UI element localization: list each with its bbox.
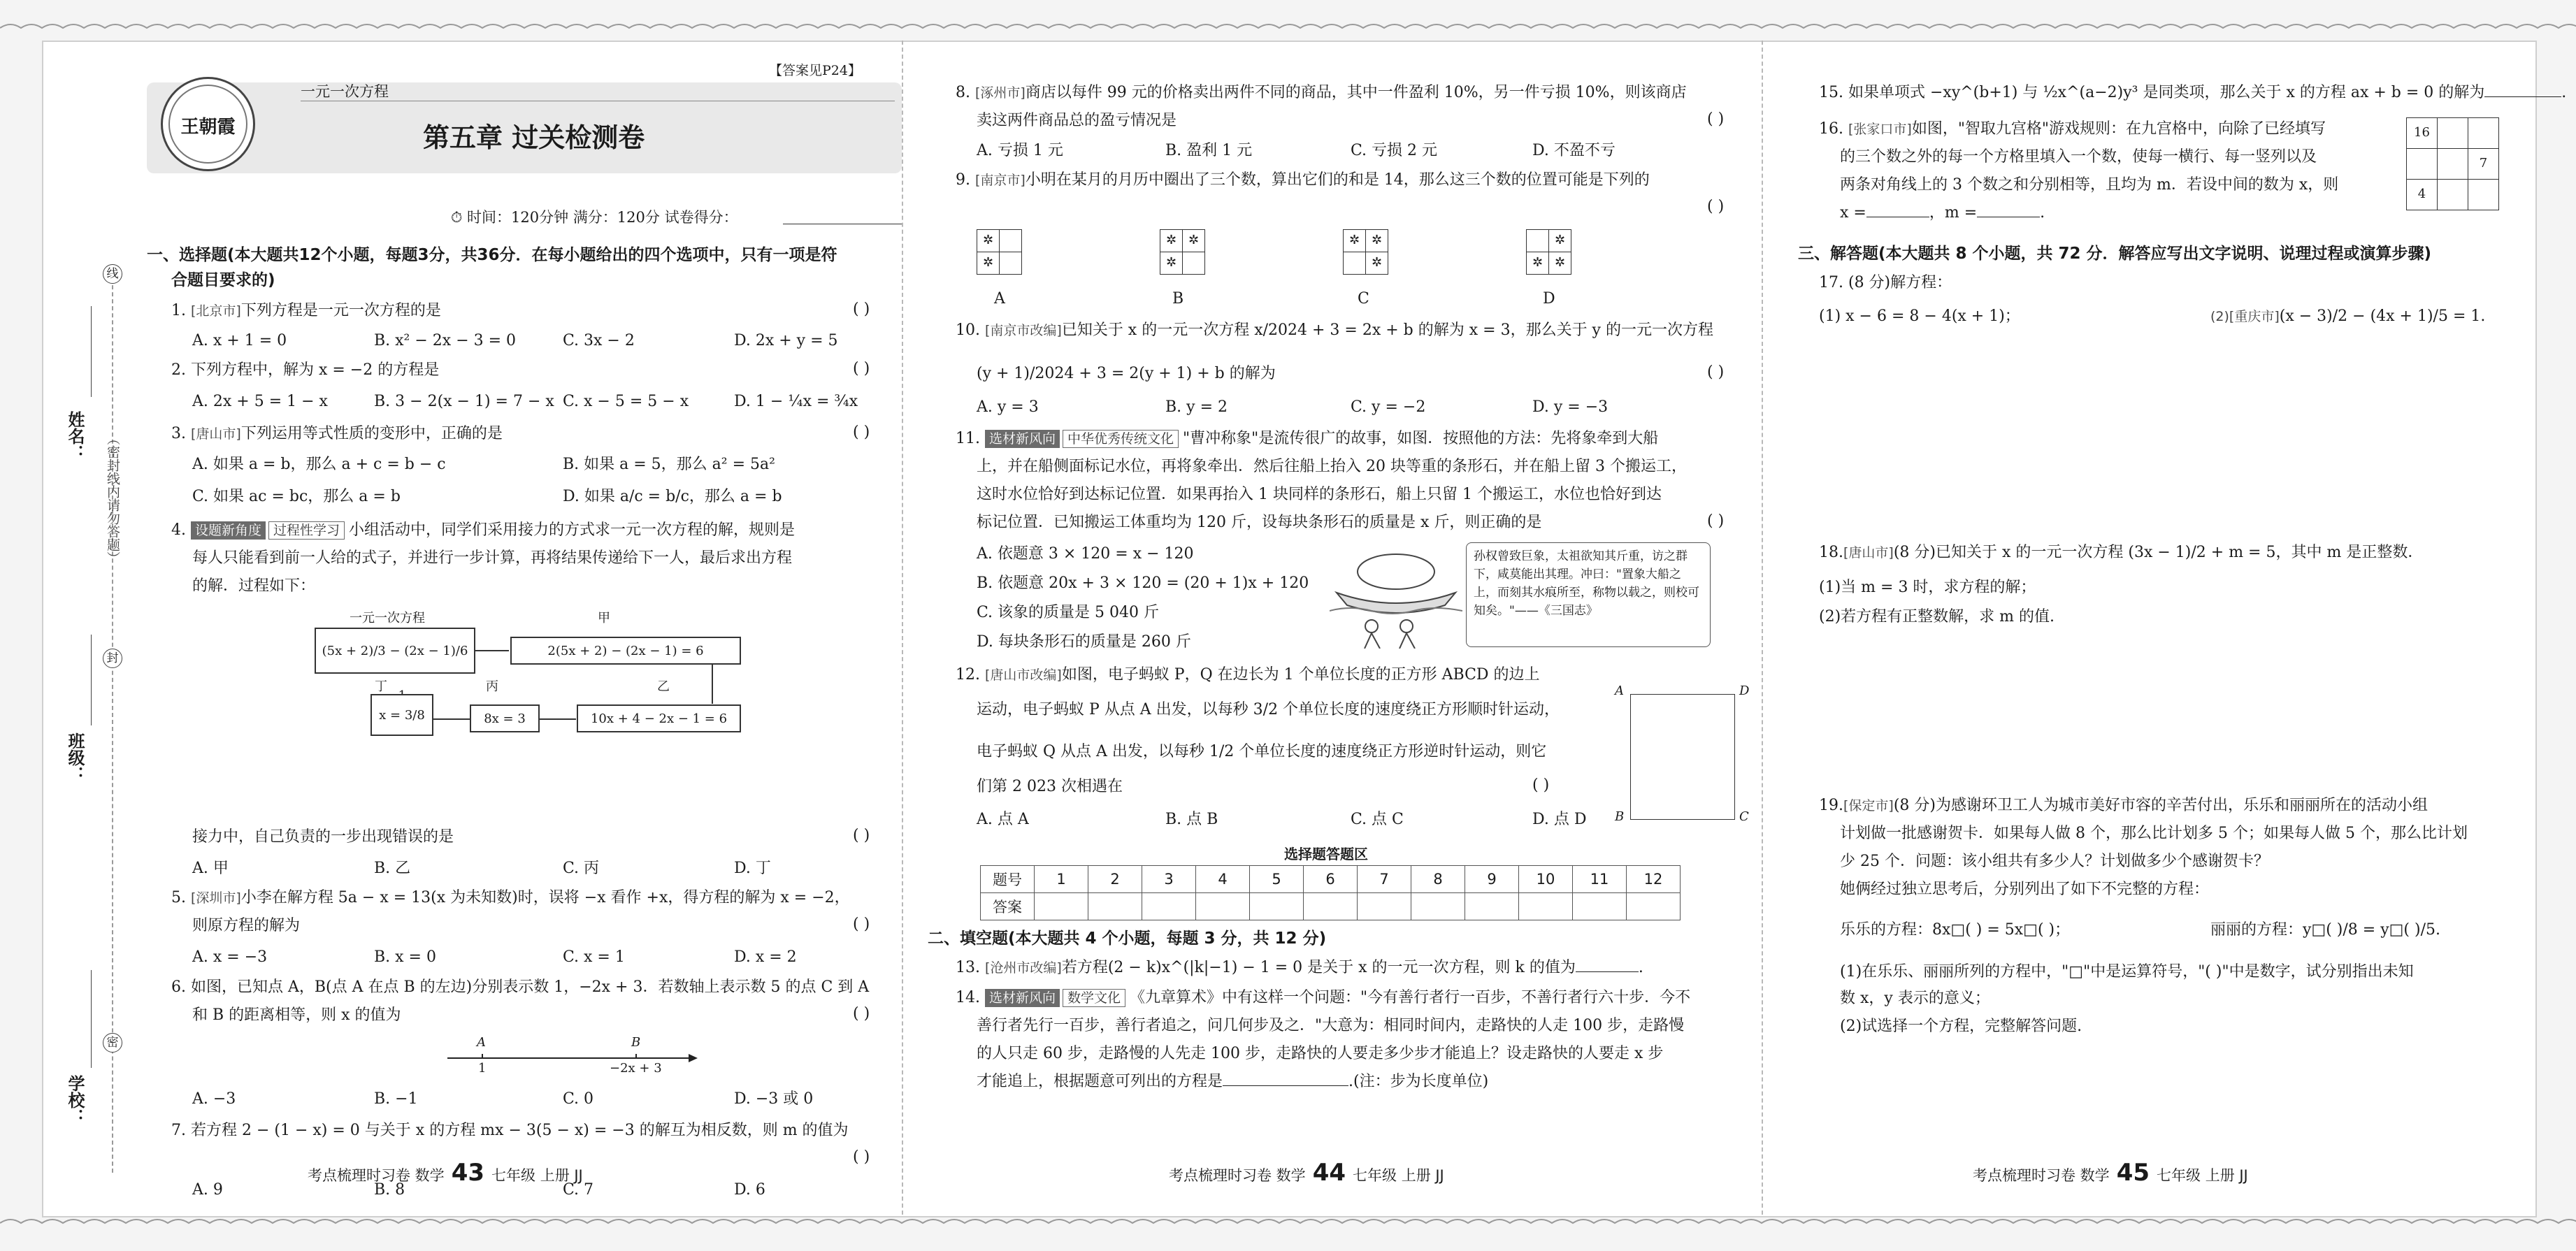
q11-option-d: D. 每块条形石的质量是 260 斤 xyxy=(977,633,1191,651)
q1-answer-paren[interactable]: ( ) xyxy=(853,301,870,318)
q12-stem: 12. [唐山市改编]如图，电子蚂蚁 P，Q 在边长为 1 个单位长度的正方形 ABCD 的边上 xyxy=(956,666,1540,684)
q13-stem: 13. [沧州市改编]若方程(2 − k)x^(|k|−1) − 1 = 0 是关于 x 的一元一次方程，则 k 的值为 . xyxy=(956,959,1643,976)
q14-stem-line2: 善行者先行一百步，善行者追之，问几何步及之．"大意为：相同时间内，走路快的人走 100 步，走路慢 xyxy=(977,1017,1685,1034)
q2-option-c: C. x − 5 = 5 − x xyxy=(563,393,689,410)
q6-option-a: A. −3 xyxy=(192,1090,236,1108)
q3-option-c: C. 如果 ac = bc，那么 a = b xyxy=(192,488,401,505)
q4-option-d: D. 丁 xyxy=(734,860,771,877)
q12-square xyxy=(1630,694,1735,820)
flow-arrow-3 xyxy=(540,718,576,720)
answer-cell[interactable] xyxy=(1573,893,1627,920)
q19-stem-line2: 计划做一批感谢贺卡．如果每人做 8 个，那么比计划多 5 个；如果每人做 5 个，那么比计划 xyxy=(1840,825,2468,842)
q2-stem: 2. 下列方程中，解为 x = −2 的方程是 xyxy=(171,361,440,379)
q9-grid-option xyxy=(1526,229,1571,274)
q9-grid-option xyxy=(1160,229,1204,274)
q4-option-b: B. 乙 xyxy=(374,860,411,877)
answer-cell[interactable] xyxy=(1035,893,1088,920)
flow-box-equation: (5x + 2)/3 − (2x − 1)/6 xyxy=(315,628,475,674)
nine-grid-cell[interactable] xyxy=(2468,179,2499,210)
q12-stem-line4: 们第 2 023 次相遇在 xyxy=(977,778,1123,795)
answer-cell[interactable] xyxy=(1088,893,1142,920)
q8-option-c: C. 亏损 2 元 xyxy=(1351,142,1438,159)
q14-tag-culture: 数学文化 xyxy=(1063,989,1125,1007)
section2-title: 二、填空题(本大题共 4 个小题，每题 3 分，共 12 分) xyxy=(928,930,1327,948)
q4-tag-process: 过程性学习 xyxy=(268,521,345,540)
answer-cell[interactable] xyxy=(1196,893,1250,920)
flow-label-yi: 乙 xyxy=(657,679,670,694)
q18-part2: (2)若方程有正整数解，求 m 的值. xyxy=(1819,608,2055,626)
q14-stem-line4: 才能追上，根据题意可列出的方程是 .(注：步为长度单位) xyxy=(977,1073,1489,1090)
q1-option-c: C. 3x − 2 xyxy=(563,332,635,349)
binding-mark-seal: 封 xyxy=(103,649,122,668)
flow-box-ding: x = 3/8 xyxy=(370,694,433,736)
answer-cell[interactable] xyxy=(1465,893,1519,920)
flow-box-jia: 2(5x + 2) − (2x − 1) = 6 xyxy=(510,637,741,665)
q11-answer-paren[interactable]: ( ) xyxy=(1707,512,1725,530)
q9-grid-cell xyxy=(999,252,1022,275)
name-blank xyxy=(91,306,92,397)
q6-option-c: C. 0 xyxy=(563,1090,594,1108)
q4-option-a: A. 甲 xyxy=(192,860,229,877)
subject-tab: 一元一次方程 xyxy=(301,83,389,100)
q11-option-b: B. 依题意 20x + 3 × 120 = (20 + 1)x + 120 xyxy=(977,574,1309,592)
answer-table: 题号 1 2 3 4 5 6 7 8 9 10 11 12 答案 xyxy=(980,865,1681,920)
q19-stem-line4: 她俩经过独立思考后，分别列出了如下不完整的方程： xyxy=(1840,881,2210,898)
q17-head: 17. (8 分)解方程： xyxy=(1819,274,1952,291)
q16-stem-line3: 两条对角线上的 3 个数之和分别相等，且均为 m．若设中间的数为 x，则 xyxy=(1840,176,2339,194)
q16-stem: 16. [张家口市]如图，"智取九宫格"游戏规则：在九宫格中，向除了已经填写 xyxy=(1819,120,2326,138)
q14-stem: 14. 选材新风向 数学文化 《九章算术》中有这样一个问题："今有善行者行一百步，不善行者行六十步．今不 xyxy=(956,989,1691,1006)
q6-option-d: D. −3 或 0 xyxy=(734,1090,814,1108)
footer-45: 考点梳理时习卷 数学 45 七年级 上册 JJ xyxy=(1973,1159,2248,1187)
answer-cell[interactable] xyxy=(1304,893,1358,920)
q1-stem: 1. [北京市]下列方程是一元一次方程的是 xyxy=(171,302,441,319)
q2-option-d: D. 1 − ¼x = ¾x xyxy=(734,393,858,410)
q5-option-a: A. x = −3 xyxy=(192,948,268,966)
flow-label-jia: 甲 xyxy=(598,611,610,626)
section3-title: 三、解答题(本大题共 8 个小题，共 72 分．解答应写出文字说明、说理过程或演算步骤) xyxy=(1798,245,2432,263)
q9-stem: 9. [南京市]小明在某月的月历中圈出了三个数，算出它们的和是 14，那么这三个数的位置可能是下列的 xyxy=(956,171,1650,189)
nine-grid-cell[interactable] xyxy=(2437,179,2468,210)
q6-stem-line2: 和 B 的距离相等，则 x 的值为 xyxy=(192,1006,401,1024)
class-blank xyxy=(91,635,92,725)
q9-answer-paren[interactable]: ( ) xyxy=(1707,198,1725,215)
q12-corner-c: C xyxy=(1739,809,1749,824)
q12-corner-d: D xyxy=(1739,684,1750,698)
q11-stem: 11. 选材新风向 中华优秀传统文化 "曹冲称象"是流传很广的故事，如图．按照他的方法：先将象牵到大船 xyxy=(956,430,1659,447)
q9-grid-option xyxy=(977,229,1021,274)
wavy-border-top xyxy=(0,0,2576,42)
q5-option-d: D. x = 2 xyxy=(734,948,797,966)
page-45 xyxy=(1762,41,2567,1215)
q7-option-b: B. 8 xyxy=(374,1181,405,1199)
q1-option-b: B. x² − 2x − 3 = 0 xyxy=(374,332,517,349)
q6-value-a: 1 xyxy=(478,1061,487,1076)
q6-stem: 6. 如图，已知点 A，B(点 A 在点 B 的左边)分别表示数 1，−2x + 3．若数轴上表示数 5 的点 C 到 A xyxy=(171,978,870,996)
q4-stem-line3: 的解．过程如下： xyxy=(192,577,316,595)
q11-option-a: A. 依题意 3 × 120 = x − 120 xyxy=(977,545,1194,563)
q19-lili-equation: 丽丽的方程：y□( )/8 = y□( )/5. xyxy=(2210,921,2440,939)
answer-table-head-number: 题号 xyxy=(981,866,1035,893)
q5-option-c: C. x = 1 xyxy=(563,948,625,966)
q11-stem-line4: 标记位置．已知搬运工体重均为 120 斤，设每块条形石的质量是 x 斤，则正确的是 xyxy=(977,514,1542,531)
q3-option-a: A. 如果 a = b，那么 a + c = b − c xyxy=(192,456,446,473)
q3-stem: 3. [唐山市]下列运用等式性质的变形中，正确的是 xyxy=(171,425,503,442)
q19-part1: (1)在乐乐、丽丽所列的方程中，"□"中是运算符号，"( )"中是数字，试分别指出未知 xyxy=(1840,963,2414,981)
q12-option-c: C. 点 C xyxy=(1351,811,1404,828)
q12-corner-a: A xyxy=(1615,684,1624,698)
q12-stem-line2: 运动，电子蚂蚁 P 从点 A 出发，以每秒 3/2 个单位长度的速度绕正方形顺时针运动， xyxy=(977,701,1560,718)
q15-blank[interactable] xyxy=(2484,96,2561,97)
q6-answer-paren[interactable]: ( ) xyxy=(853,1005,870,1022)
q17-part2: (2)[重庆市](x − 3)/2 − (4x + 1)/5 = 1. xyxy=(2210,308,2486,325)
q10-option-a: A. y = 3 xyxy=(977,398,1039,416)
nine-grid-cell[interactable] xyxy=(2468,117,2499,149)
q9-grid-cell: ✲ xyxy=(1365,252,1388,275)
flow-label-start: 一元一次方程 xyxy=(350,611,425,626)
q3-answer-paren[interactable]: ( ) xyxy=(853,424,870,441)
q12-corner-b: B xyxy=(1615,809,1625,824)
school-blank xyxy=(91,970,92,1068)
q12-option-d: D. 点 D xyxy=(1532,811,1587,828)
q9-grid-cell: ✲ xyxy=(1526,252,1549,275)
q18-stem: 18.[唐山市](8 分)已知关于 x 的一元一次方程 (3x − 1)/2 + m = 5，其中 m 是正整数． xyxy=(1819,544,2424,561)
q8-option-a: A. 亏损 1 元 xyxy=(977,142,1063,159)
flow-arrow-2 xyxy=(712,665,713,704)
q11-stem-line3: 这时水位恰好到达标记位置．如果再抬入 1 块同样的条形石，船上只留 1 个搬运工，水位也恰好到达 xyxy=(977,486,1662,503)
q8-stem-line2: 卖这两件商品总的盈亏情况是 xyxy=(977,112,1177,129)
q4-tag-angle: 设题新角度 xyxy=(191,521,266,540)
q5-option-b: B. x = 0 xyxy=(374,948,436,966)
q11-stem-line2: 上，并在船侧面标记水位，再将象牵出．然后往船上抬入 20 块等重的条形石，并在船上留 3 个搬运工， xyxy=(977,458,1687,475)
q16-stem-line2: 的三个数之外的每一个方格里填入一个数，使每一横行、每一竖列以及 xyxy=(1840,148,2317,166)
q4-stem-line2: 每人只能看到前一人给的式子，并进行一步计算，再将结果传递给下一人，最后求出方程 xyxy=(192,549,793,567)
q19-lele-equation: 乐乐的方程：8x□( ) = 5x□( )； xyxy=(1840,921,2071,939)
flow-label-bing: 丙 xyxy=(486,679,498,694)
q19-part1-cont: 数 x，y 表示的意义； xyxy=(1840,990,1990,1007)
flow-arrow-4 xyxy=(433,718,470,720)
q10-answer-paren[interactable]: ( ) xyxy=(1707,363,1725,381)
q9-grid-cell: ✲ xyxy=(1548,252,1571,275)
q12-option-b: B. 点 B xyxy=(1165,811,1218,828)
flow-box-yi: 10x + 4 − 2x − 1 = 6 xyxy=(577,704,741,732)
q8-option-b: B. 盈利 1 元 xyxy=(1165,142,1253,159)
flow-label-ding: 丁 xyxy=(375,679,387,694)
q9-option-a: A xyxy=(994,290,1005,308)
q6-point-a: A xyxy=(477,1035,486,1050)
class-label: 班级： xyxy=(65,732,85,783)
q9-grid-cell: ✲ xyxy=(1343,229,1366,252)
q4-answer-paren[interactable]: ( ) xyxy=(853,827,870,844)
q7-option-d: D. 6 xyxy=(734,1181,765,1199)
q14-tag-material: 选材新风向 xyxy=(985,989,1060,1007)
q7-stem: 7. 若方程 2 − (1 − x) = 0 与关于 x 的方程 mx − 3(5 − x) = −3 的解互为相反数，则 m 的值为 xyxy=(171,1122,849,1139)
q12-answer-paren[interactable]: ( ) xyxy=(1532,776,1550,794)
nine-grid-cell[interactable] xyxy=(2437,148,2468,180)
q9-grid-cell: ✲ xyxy=(977,229,1000,252)
q19-stem-line3: 少 25 个．问题：该小组共有多少人？计划做多少个感谢贺卡？ xyxy=(1840,853,2269,870)
flow-arrow-1 xyxy=(475,650,509,651)
q5-answer-paren[interactable]: ( ) xyxy=(853,916,870,933)
binding-mark-secret: 密 xyxy=(103,1033,122,1053)
q9-grid-cell xyxy=(1182,252,1205,275)
q9-grid-cell: ✲ xyxy=(1160,252,1183,275)
q9-option-c: C xyxy=(1358,290,1369,308)
q14-stem-line3: 的人只走 60 步，走路慢的人先走 100 步，走路快的人要走多少步才能追上？设走路快的人要走 x 步 xyxy=(977,1045,1664,1062)
q19-part2: (2)试选择一个方程，完整解答问题. xyxy=(1840,1018,2082,1035)
nine-grid-cell[interactable] xyxy=(2437,117,2468,149)
q11-tag-culture: 中华优秀传统文化 xyxy=(1063,430,1179,448)
q1-option-a: A. x + 1 = 0 xyxy=(192,332,287,349)
binding-mark-line: 线 xyxy=(103,264,122,284)
q16-stem-line4: x = ，m = . xyxy=(1840,204,2045,222)
q1-option-d: D. 2x + y = 5 xyxy=(734,332,838,349)
answer-cell[interactable] xyxy=(1250,893,1304,920)
q4-stem: 4. 设题新角度 过程性学习 小组活动中，同学们采用接力的方式求一元一次方程的解，规则是 xyxy=(171,521,796,539)
page-44 xyxy=(902,41,1762,1215)
q5-stem: 5. [深圳市]小李在解方程 5a − x = 13(x 为未知数)时，误将 −x 看作 +x，得方程的解为 x = −2， xyxy=(171,889,850,906)
q12-option-a: A. 点 A xyxy=(977,811,1029,828)
q7-answer-paren[interactable]: ( ) xyxy=(853,1148,870,1166)
q13-blank[interactable] xyxy=(1576,971,1639,972)
q10-option-d: D. y = −3 xyxy=(1532,398,1609,416)
footer-43: 考点梳理时习卷 数学 43 七年级 上册 JJ xyxy=(308,1159,583,1187)
q7-option-c: C. 7 xyxy=(563,1181,594,1199)
q6-point-b: B xyxy=(631,1035,641,1050)
answer-cell[interactable] xyxy=(1358,893,1411,920)
q19-stem: 19.[保定市](8 分)为感谢环卫工人为城市美好市容的辛苦付出，乐乐和丽丽所在的活动小组 xyxy=(1819,797,2428,814)
answer-table-head-answer: 答案 xyxy=(981,893,1035,920)
q8-option-d: D. 不盈不亏 xyxy=(1532,142,1616,159)
nine-grid-cell[interactable]: 7 xyxy=(2468,148,2499,180)
q10-stem: 10. [南京市改编]已知关于 x 的一元一次方程 x/2024 + 3 = 2x + b 的解为 x = 3，那么关于 y 的一元一次方程 xyxy=(956,321,1713,339)
nine-grid-cell[interactable]: 16 xyxy=(2406,117,2438,149)
q9-grid-option xyxy=(1343,229,1388,274)
q8-answer-paren[interactable]: ( ) xyxy=(1707,110,1725,128)
q3-option-d: D. 如果 a/c = b/c，那么 a = b xyxy=(563,488,782,505)
chapter-title: 第五章 过关检测卷 xyxy=(423,122,645,153)
answer-ref: 【答案见P24】 xyxy=(769,63,861,78)
time-info: ⏱ 时间：120分钟 满分：120分 试卷得分： xyxy=(451,209,738,226)
q17-part1: (1) x − 6 = 8 − 4(x + 1)； xyxy=(1819,308,2020,325)
q18-part1: (1)当 m = 3 时，求方程的解； xyxy=(1819,579,2036,596)
q11-quote-box: 孙权曾致巨象，太祖欲知其斤重，访之群下，咸莫能出其理。冲曰："置象大船之上，而刻其水痕所至，称物以载之，则校可知矣。"——《三国志》 xyxy=(1466,542,1711,647)
q4-question: 接力中，自己负责的一步出现错误的是 xyxy=(192,828,454,846)
q9-grid-cell: ✲ xyxy=(1160,229,1183,252)
q9-grid-cell: ✲ xyxy=(977,252,1000,275)
answer-cell[interactable] xyxy=(1411,893,1465,920)
page-43 xyxy=(42,41,902,1215)
q2-option-b: B. 3 − 2(x − 1) = 7 − x xyxy=(374,393,554,410)
q12-stem-line3: 电子蚂蚁 Q 从点 A 出发，以每秒 1/2 个单位长度的速度绕正方形逆时针运动，则它 xyxy=(977,743,1547,760)
q5-stem-line2: 则原方程的解为 xyxy=(192,917,301,934)
q10-stem-line2: (y + 1)/2024 + 3 = 2(y + 1) + b 的解为 xyxy=(977,365,1276,382)
nine-grid-cell[interactable] xyxy=(2406,148,2438,180)
q9-grid-cell: ✲ xyxy=(1182,229,1205,252)
answer-cell[interactable] xyxy=(1519,893,1573,920)
q2-option-a: A. 2x + 5 = 1 − x xyxy=(192,393,328,410)
footer-44: 考点梳理时习卷 数学 44 七年级 上册 JJ xyxy=(1169,1159,1444,1187)
q2-answer-paren[interactable]: ( ) xyxy=(853,360,870,377)
nine-grid-cell[interactable]: 4 xyxy=(2406,179,2438,210)
flow-box-bing: 8x = 3 xyxy=(470,704,540,732)
q4-option-c: C. 丙 xyxy=(563,860,600,877)
answer-cell[interactable] xyxy=(1627,893,1681,920)
q11-option-c: C. 该象的质量是 5 040 斤 xyxy=(977,604,1160,621)
q6-option-b: B. −1 xyxy=(374,1090,418,1108)
q9-option-b: B xyxy=(1172,290,1184,308)
q6-value-b: −2x + 3 xyxy=(610,1061,662,1076)
q11-tag-material: 选材新风向 xyxy=(985,430,1060,448)
elephant-boat-illustration xyxy=(1330,544,1462,649)
school-label: 学校： xyxy=(65,1075,85,1125)
answer-table-title: 选择题答题区 xyxy=(1284,846,1368,862)
q9-option-d: D xyxy=(1543,290,1555,308)
answer-cell[interactable] xyxy=(1142,893,1196,920)
q3-option-b: B. 如果 a = 5，那么 a² = 5a² xyxy=(563,456,775,473)
q9-grid-cell: ✲ xyxy=(1548,229,1571,252)
q8-stem: 8. [涿州市]商店以每件 99 元的价格卖出两件不同的商品，其中一件盈利 10%，另一件亏损 10%，则该商店 xyxy=(956,84,1687,101)
q7-option-a: A. 9 xyxy=(192,1181,223,1199)
q9-grid-cell xyxy=(1526,229,1549,252)
binding-note: （密封线内请勿答题） xyxy=(105,432,120,565)
section1-title-cont: 合题目要求的) xyxy=(171,271,275,289)
q15-stem: 15. 如果单项式 −xy^(b+1) 与 ½x^(a−2)y³ 是同类项，那么关于 x 的方程 ax + b = 0 的解为 . xyxy=(1819,84,2567,101)
q9-grid-cell xyxy=(999,229,1022,252)
q10-option-b: B. y = 2 xyxy=(1165,398,1228,416)
name-label: 姓名： xyxy=(65,411,85,461)
logo: 王朝霞 xyxy=(161,77,255,171)
q9-grid-cell xyxy=(1343,252,1366,275)
section1-title: 一、选择题(本大题共12个小题，每题3分，共36分．在每小题给出的四个选项中，只有一项是符 xyxy=(147,246,837,264)
q14-blank[interactable] xyxy=(1223,1085,1348,1086)
q9-grid-cell: ✲ xyxy=(1365,229,1388,252)
q10-option-c: C. y = −2 xyxy=(1351,398,1426,416)
